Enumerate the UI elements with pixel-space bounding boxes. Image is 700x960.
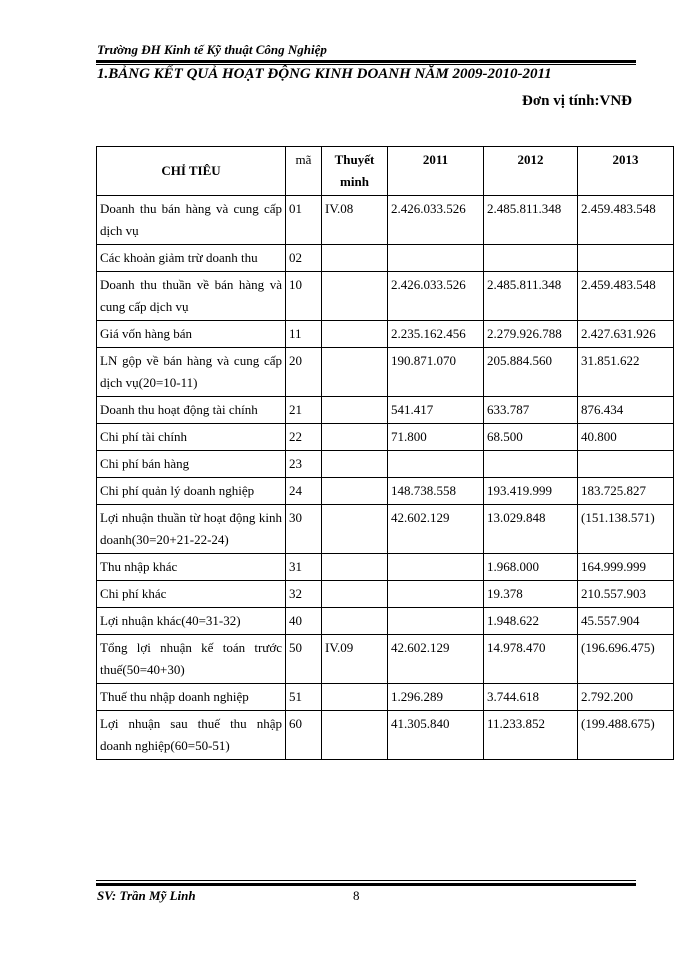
- cell-chi-tieu: Doanh thu hoạt động tài chính: [97, 397, 286, 424]
- header-ma: mã: [286, 147, 322, 196]
- table-row: [97, 505, 674, 554]
- cell-ma: 23: [286, 451, 322, 478]
- cell-ma: 20: [286, 348, 322, 397]
- cell-value-2012: 2.485.811.348: [484, 196, 578, 245]
- cell-value-2013: 40.800: [578, 424, 674, 451]
- cell-thuyet-minh: IV.08: [322, 196, 388, 245]
- header-rule-thick: [96, 60, 636, 63]
- cell-thuyet-minh: [322, 272, 388, 321]
- cell-ma: 40: [286, 608, 322, 635]
- cell-thuyet-minh: [322, 478, 388, 505]
- header-year-2011: 2011: [388, 147, 484, 196]
- cell-value-2012: 68.500: [484, 424, 578, 451]
- header-year-2012: 2012: [484, 147, 578, 196]
- report-title: 1.BẢNG KẾT QUẢ HOẠT ĐỘNG KINH DOANH NĂM 2009-2010-2011: [97, 66, 552, 82]
- cell-thuyet-minh: [322, 505, 388, 554]
- cell-value-2013: [578, 245, 674, 272]
- cell-value-2012: 2.279.926.788: [484, 321, 578, 348]
- cell-ma: 24: [286, 478, 322, 505]
- cell-chi-tieu: Các khoản giảm trừ doanh thu: [97, 245, 286, 272]
- cell-thuyet-minh: IV.09: [322, 635, 388, 684]
- cell-thuyet-minh: [322, 608, 388, 635]
- table-row: [97, 608, 674, 635]
- header-chi-tieu: CHỈ TIÊU: [97, 147, 286, 196]
- cell-chi-tieu: Giá vốn hàng bán: [97, 321, 286, 348]
- student-name: SV: Trần Mỹ Linh: [97, 888, 196, 903]
- cell-value-2013: 45.557.904: [578, 608, 674, 635]
- cell-chi-tieu: Tổng lợi nhuận kế toán trước thuế(50=40+30): [97, 635, 286, 684]
- cell-thuyet-minh: [322, 581, 388, 608]
- table-header-row: [97, 147, 674, 196]
- table-row: [97, 711, 674, 760]
- cell-ma: 32: [286, 581, 322, 608]
- cell-value-2012: 205.884.560: [484, 348, 578, 397]
- header-thuyet-minh: Thuyết minh: [322, 147, 388, 196]
- cell-thuyet-minh: [322, 245, 388, 272]
- table-row: [97, 581, 674, 608]
- cell-chi-tieu: Doanh thu bán hàng và cung cấp dịch vụ: [97, 196, 286, 245]
- cell-ma: 11: [286, 321, 322, 348]
- cell-value-2013: (196.696.475): [578, 635, 674, 684]
- cell-value-2011: [388, 451, 484, 478]
- cell-thuyet-minh: [322, 321, 388, 348]
- table-row: [97, 451, 674, 478]
- cell-value-2012: 11.233.852: [484, 711, 578, 760]
- cell-thuyet-minh: [322, 397, 388, 424]
- cell-value-2011: 190.871.070: [388, 348, 484, 397]
- cell-value-2011: [388, 245, 484, 272]
- cell-ma: 22: [286, 424, 322, 451]
- cell-value-2011: [388, 554, 484, 581]
- cell-value-2013: 2.459.483.548: [578, 272, 674, 321]
- cell-value-2013: 876.434: [578, 397, 674, 424]
- cell-ma: 30: [286, 505, 322, 554]
- cell-ma: 50: [286, 635, 322, 684]
- cell-value-2013: 2.792.200: [578, 684, 674, 711]
- cell-value-2013: 2.459.483.548: [578, 196, 674, 245]
- cell-value-2013: 183.725.827: [578, 478, 674, 505]
- cell-value-2012: 633.787: [484, 397, 578, 424]
- header-rule-thin: [96, 64, 636, 65]
- cell-value-2011: 1.296.289: [388, 684, 484, 711]
- cell-ma: 01: [286, 196, 322, 245]
- cell-chi-tieu: Lợi nhuận thuần từ hoạt động kinh doanh(30=20+21-22-24): [97, 505, 286, 554]
- cell-value-2012: 14.978.470: [484, 635, 578, 684]
- cell-value-2012: 13.029.848: [484, 505, 578, 554]
- cell-value-2013: [578, 451, 674, 478]
- cell-chi-tieu: Lợi nhuận sau thuế thu nhập doanh nghiệp(60=50-51): [97, 711, 286, 760]
- table-row: [97, 348, 674, 397]
- cell-value-2013: (199.488.675): [578, 711, 674, 760]
- cell-value-2012: [484, 245, 578, 272]
- cell-value-2013: 210.557.903: [578, 581, 674, 608]
- cell-value-2011: 148.738.558: [388, 478, 484, 505]
- cell-thuyet-minh: [322, 554, 388, 581]
- cell-ma: 60: [286, 711, 322, 760]
- cell-value-2012: 2.485.811.348: [484, 272, 578, 321]
- cell-thuyet-minh: [322, 424, 388, 451]
- cell-chi-tieu: LN gộp về bán hàng và cung cấp dịch vụ(20=10-11): [97, 348, 286, 397]
- cell-chi-tieu: Chi phí khác: [97, 581, 286, 608]
- cell-value-2013: 164.999.999: [578, 554, 674, 581]
- cell-thuyet-minh: [322, 451, 388, 478]
- table-row: [97, 478, 674, 505]
- header-year-2013: 2013: [578, 147, 674, 196]
- table-row: [97, 684, 674, 711]
- cell-value-2011: 2.426.033.526: [388, 196, 484, 245]
- page-number: 8: [353, 888, 360, 903]
- table-row: [97, 272, 674, 321]
- cell-value-2012: 1.948.622: [484, 608, 578, 635]
- cell-thuyet-minh: [322, 711, 388, 760]
- cell-value-2012: [484, 451, 578, 478]
- cell-chi-tieu: Doanh thu thuần về bán hàng và cung cấp dịch vụ: [97, 272, 286, 321]
- cell-chi-tieu: Thuế thu nhập doanh nghiệp: [97, 684, 286, 711]
- cell-thuyet-minh: [322, 684, 388, 711]
- cell-ma: 02: [286, 245, 322, 272]
- cell-ma: 31: [286, 554, 322, 581]
- cell-value-2011: 42.602.129: [388, 635, 484, 684]
- cell-chi-tieu: Chi phí quản lý doanh nghiệp: [97, 478, 286, 505]
- cell-ma: 51: [286, 684, 322, 711]
- school-header: Trường ĐH Kinh tế Kỹ thuật Công Nghiệp: [97, 42, 327, 57]
- income-statement-table: [96, 146, 674, 760]
- footer-rule-thin: [96, 880, 636, 881]
- cell-chi-tieu: Chi phí bán hàng: [97, 451, 286, 478]
- table-row: [97, 635, 674, 684]
- cell-value-2011: 541.417: [388, 397, 484, 424]
- cell-thuyet-minh: [322, 348, 388, 397]
- table-row: [97, 321, 674, 348]
- table-row: [97, 424, 674, 451]
- cell-ma: 21: [286, 397, 322, 424]
- cell-value-2011: 42.602.129: [388, 505, 484, 554]
- cell-value-2011: 41.305.840: [388, 711, 484, 760]
- cell-chi-tieu: Thu nhập khác: [97, 554, 286, 581]
- cell-value-2011: 2.235.162.456: [388, 321, 484, 348]
- footer-rule-thick: [96, 883, 636, 886]
- currency-unit: Đơn vị tính:VNĐ: [522, 93, 632, 109]
- cell-chi-tieu: Chi phí tài chính: [97, 424, 286, 451]
- cell-value-2011: 71.800: [388, 424, 484, 451]
- cell-value-2013: 31.851.622: [578, 348, 674, 397]
- cell-chi-tieu: Lợi nhuận khác(40=31-32): [97, 608, 286, 635]
- cell-value-2011: [388, 608, 484, 635]
- cell-value-2012: 19.378: [484, 581, 578, 608]
- cell-value-2012: 193.419.999: [484, 478, 578, 505]
- cell-value-2013: (151.138.571): [578, 505, 674, 554]
- table-row: [97, 196, 674, 245]
- cell-value-2011: [388, 581, 484, 608]
- table-row: [97, 245, 674, 272]
- cell-value-2012: 1.968.000: [484, 554, 578, 581]
- cell-value-2011: 2.426.033.526: [388, 272, 484, 321]
- cell-value-2013: 2.427.631.926: [578, 321, 674, 348]
- cell-value-2012: 3.744.618: [484, 684, 578, 711]
- table-row: [97, 397, 674, 424]
- table-row: [97, 554, 674, 581]
- cell-ma: 10: [286, 272, 322, 321]
